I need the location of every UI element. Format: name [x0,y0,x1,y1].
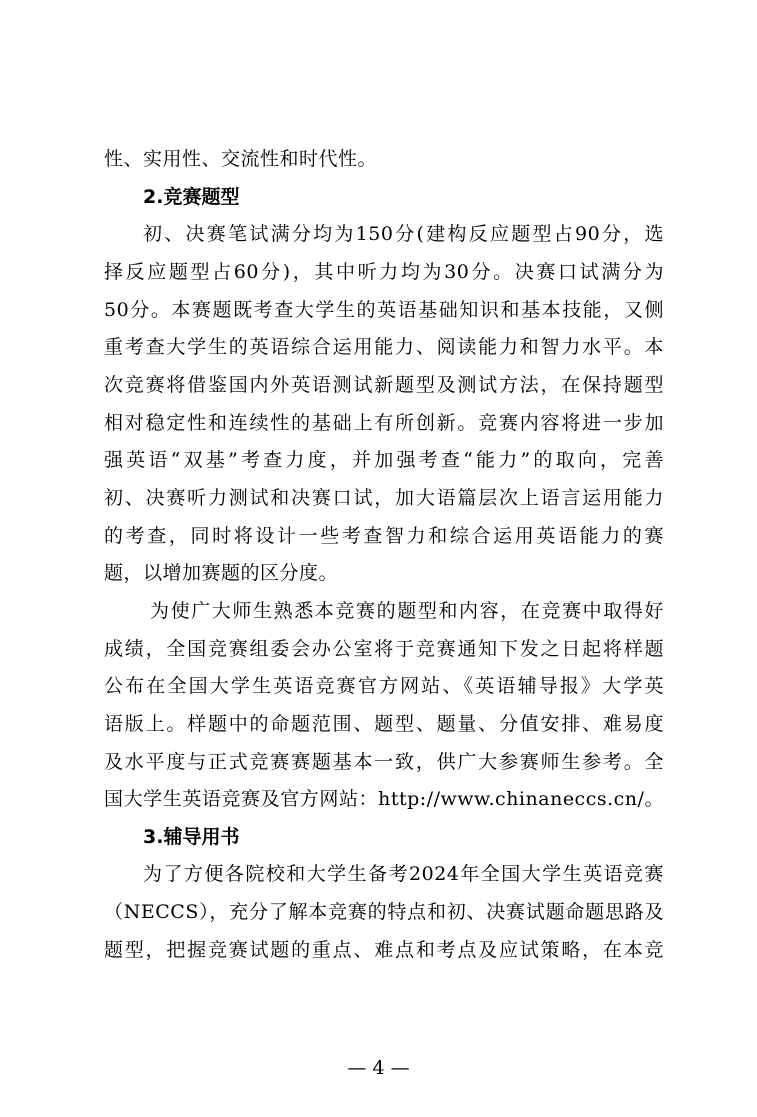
paragraph-line: 50分。本赛题既考查大学生的英语基础知识和基本技能，又侧 [104,299,664,321]
paragraph-line: 题型，把握竞赛试题的重点、难点和考点及应试策略，在本竞 [104,939,664,961]
page-number: — 4 — [347,1057,410,1079]
paragraph-line: 语版上。样题中的命题范围、题型、题量、分值安排、难易度 [104,713,664,735]
paragraph-line: 重考查大学生的英语综合运用能力、阅读能力和智力水平。本 [104,336,664,358]
paragraph-line: 初、决赛笔试满分均为150分(建构反应题型占90分，选 [143,223,664,245]
paragraph-line: 题，以增加赛题的区分度。 [104,562,339,584]
paragraph-line-with-url: 国大学生英语竞赛及官方网站：http://www.chinaneccs.cn/。 [104,788,664,810]
section-heading-reference-books: 3.辅导用书 [143,826,240,848]
paragraph-line: 次竞赛将借鉴国内外英语测试新题型及测试方法，在保持题型 [104,374,664,396]
paragraph-line: 成绩，全国竞赛组委会办公室将于竞赛通知下发之日起将样题 [104,638,664,660]
paragraph-line: 公布在全国大学生英语竞赛官方网站、《英语辅导报》大学英 [104,675,664,697]
paragraph-line: 的考查，同时将设计一些考查智力和综合运用英语能力的赛 [104,525,664,547]
paragraph-line-continuation: 性、实用性、交流性和时代性。 [104,148,378,170]
paragraph-line: 相对稳定性和连续性的基础上有所创新。竞赛内容将进一步加 [104,412,664,434]
paragraph-line: 为了方便各院校和大学生备考2024年全国大学生英语竞赛 [143,863,664,885]
section-heading-competition-types: 2.竞赛题型 [143,186,240,208]
paragraph-line: 强英语“双基”考查力度，并加强考查“能力”的取向，完善 [104,449,664,471]
paragraph-line: 初、决赛听力测试和决赛口试，加大语篇层次上语言运用能力 [104,487,664,509]
paragraph-line: 为使广大师生熟悉本竞赛的题型和内容，在竞赛中取得好 [150,600,664,622]
paragraph-line: 及水平度与正式竞赛赛题基本一致，供广大参赛师生参考。全 [104,751,664,773]
paragraph-line: 择反应题型占60分)，其中听力均为30分。决赛口试满分为 [104,261,664,283]
paragraph-line: （NECCS），充分了解本竞赛的特点和初、决赛试题命题思路及 [104,901,664,923]
